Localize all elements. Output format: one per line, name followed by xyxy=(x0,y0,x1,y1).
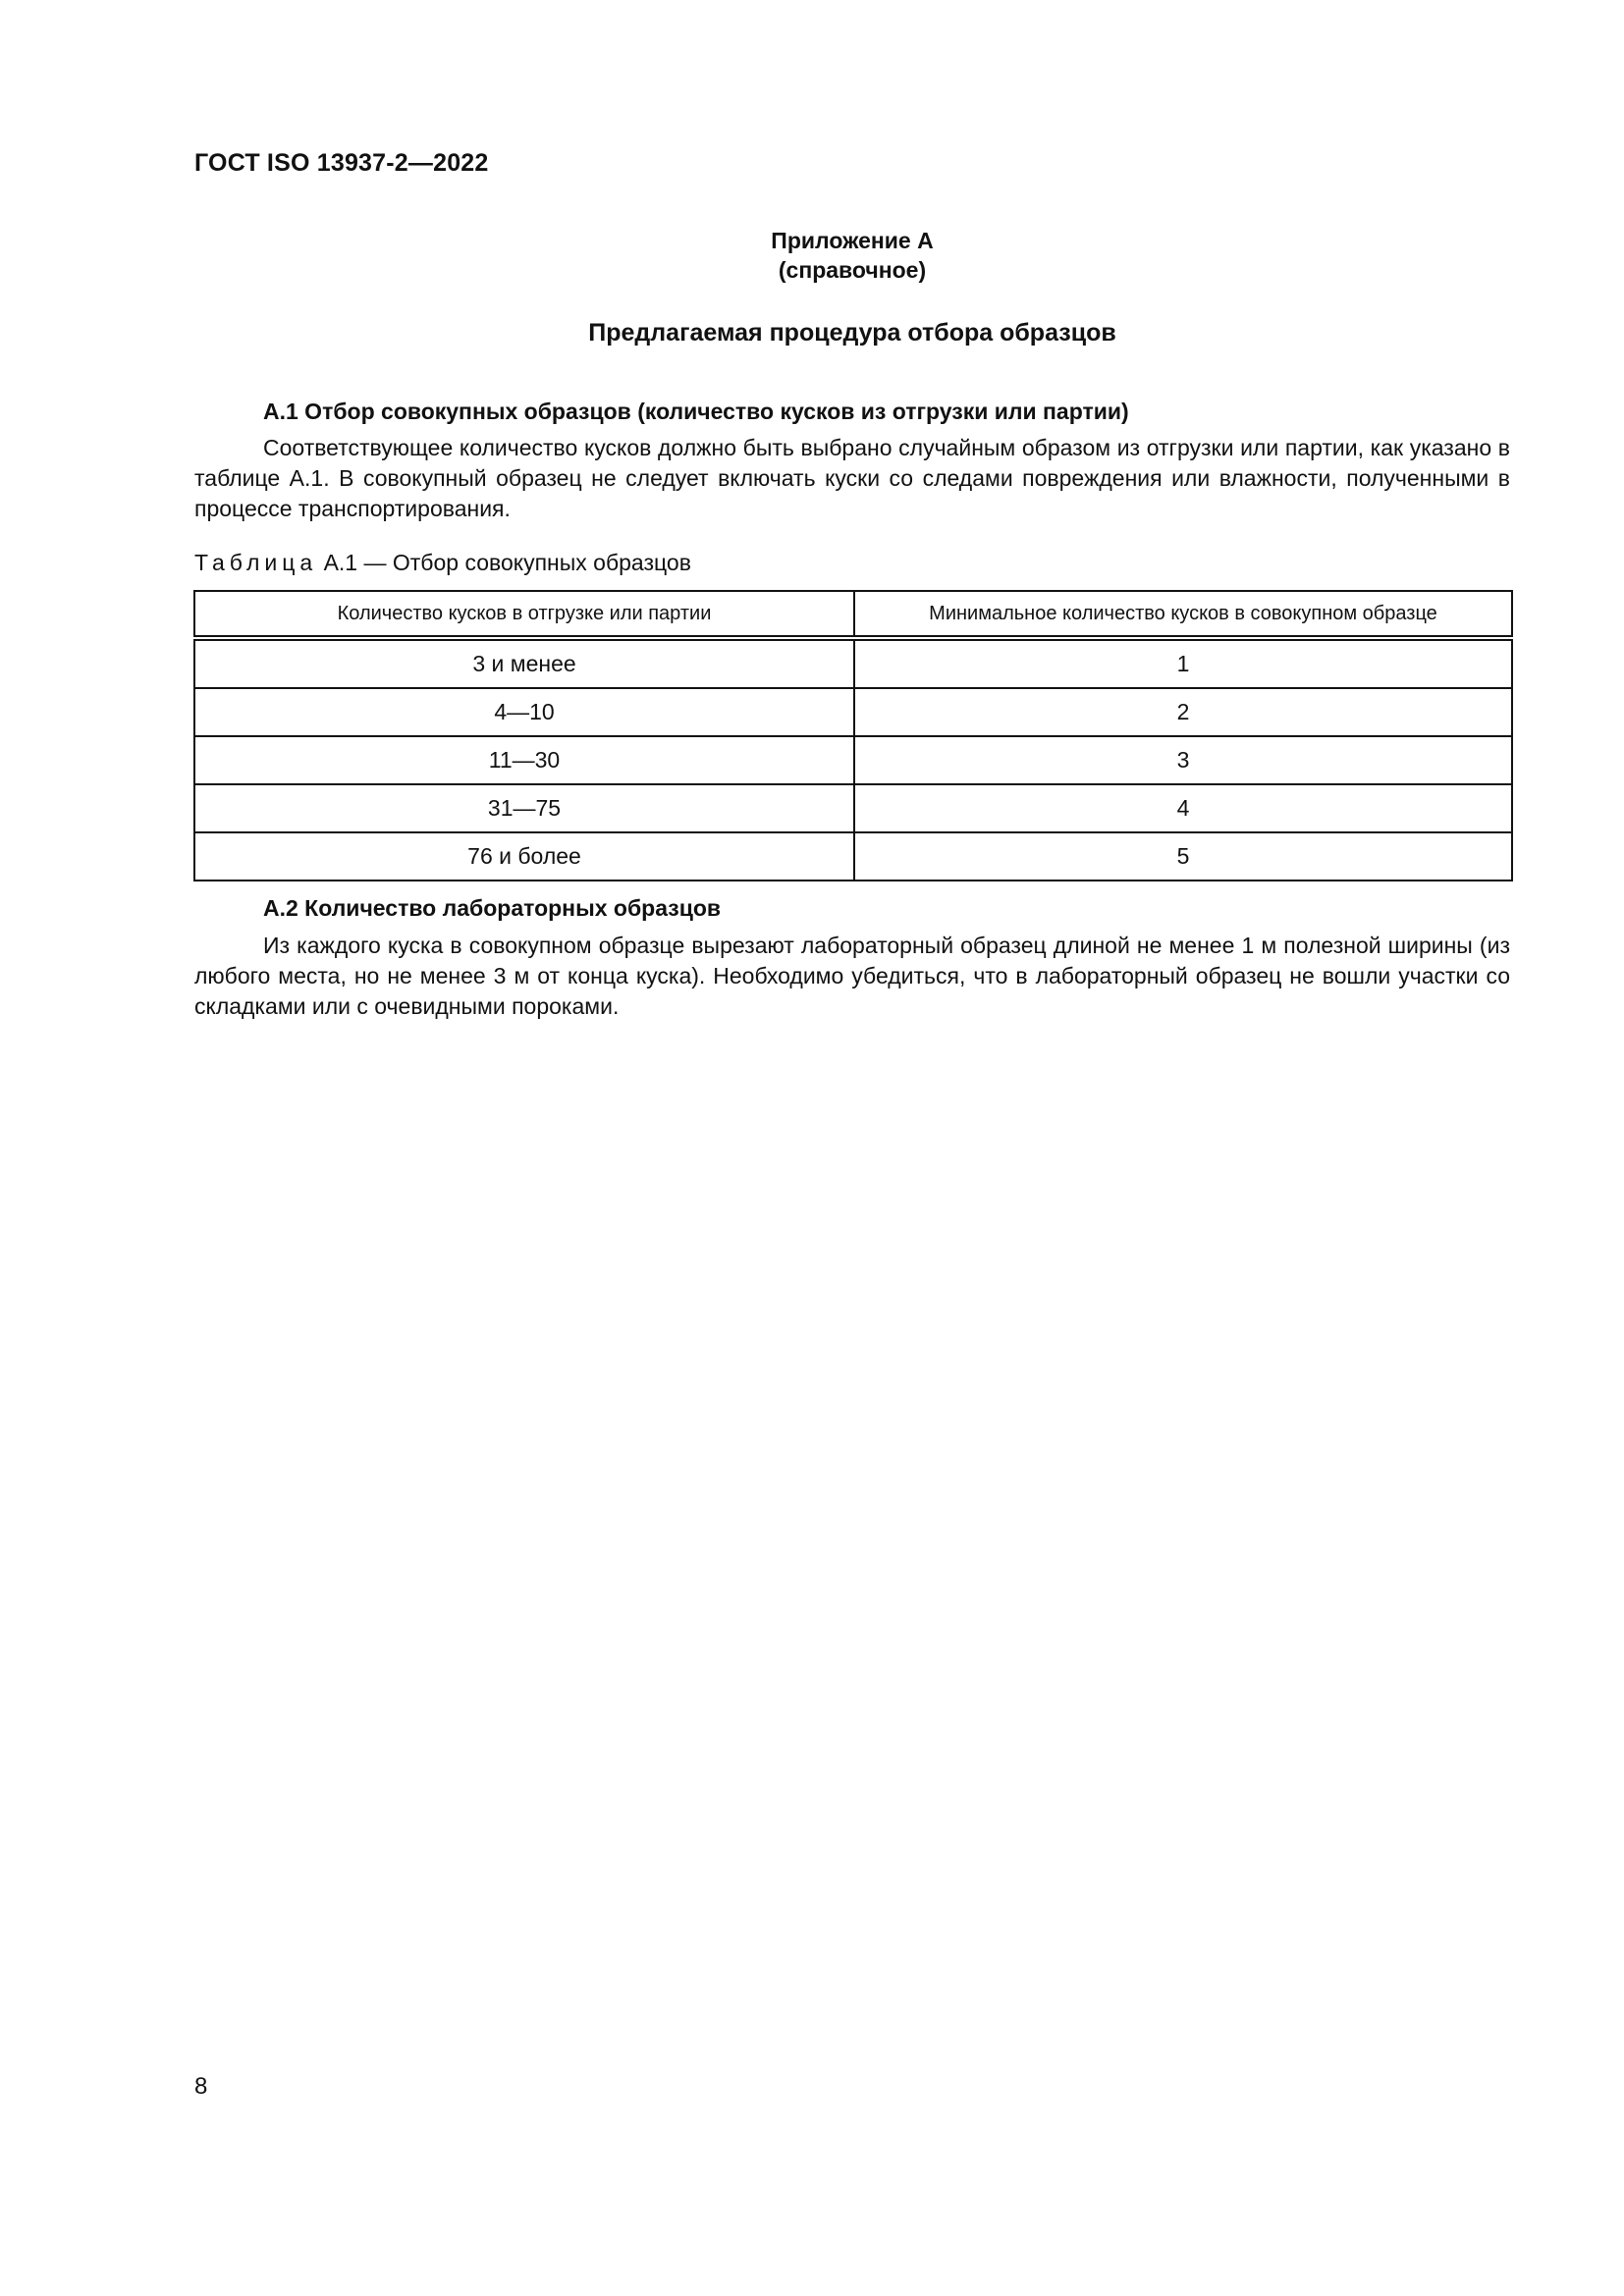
page-number: 8 xyxy=(194,2073,208,2100)
section-text-a2: Из каждого куска в совокупном образце вырезают лабораторный образец длиной не менее 1 м полезной ширины (из любого места, но не менее 3 м от конца куска). Необходимо убедиться, что в лабораторный образец не вошли участки со складками или с очевидными пороками. xyxy=(194,933,1510,1019)
table-header-row xyxy=(194,591,1512,638)
section-heading-a1: А.1 Отбор совокупных образцов (количество кусков из отгрузки или партии) xyxy=(263,399,1129,424)
table-cell: 11—30 xyxy=(194,736,854,784)
table-cell: 4 xyxy=(854,784,1512,832)
sampling-table xyxy=(193,590,1513,881)
table-cell: 2 xyxy=(854,688,1512,736)
table-cell: 1 xyxy=(854,638,1512,688)
document-code: ГОСТ ISO 13937-2—2022 xyxy=(194,149,489,177)
table-caption xyxy=(194,550,691,576)
table-cell: 4—10 xyxy=(194,688,854,736)
table-row xyxy=(194,784,1512,832)
table-row xyxy=(194,638,1512,688)
table-cell: 31—75 xyxy=(194,784,854,832)
table-caption-label: Таблица xyxy=(194,550,318,575)
section-heading-a2: А.2 Количество лабораторных образцов xyxy=(263,895,722,921)
table-row xyxy=(194,832,1512,881)
annex-title: Приложение А xyxy=(771,228,934,253)
table-cell: 5 xyxy=(854,832,1512,881)
table-row xyxy=(194,688,1512,736)
table-header-cell: Минимальное количество кусков в совокупном образце xyxy=(854,591,1512,638)
table-cell: 3 и менее xyxy=(194,638,854,688)
table-cell: 76 и более xyxy=(194,832,854,881)
main-title: Предлагаемая процедура отбора образцов xyxy=(588,319,1116,347)
section-text-a1: Соответствующее количество кусков должно быть выбрано случайным образом из отгрузки или партии, как указано в таблице А.1. В совокупный образец не следует включать куски со следами повреждения или влажности, полученными в процессе транспортирования. xyxy=(194,435,1510,521)
table-header-cell: Количество кусков в отгрузке или партии xyxy=(194,591,854,638)
table-cell: 3 xyxy=(854,736,1512,784)
table-row xyxy=(194,736,1512,784)
annex-status: (справочное) xyxy=(778,257,927,283)
table-caption-text: А.1 — Отбор совокупных образцов xyxy=(323,550,691,575)
